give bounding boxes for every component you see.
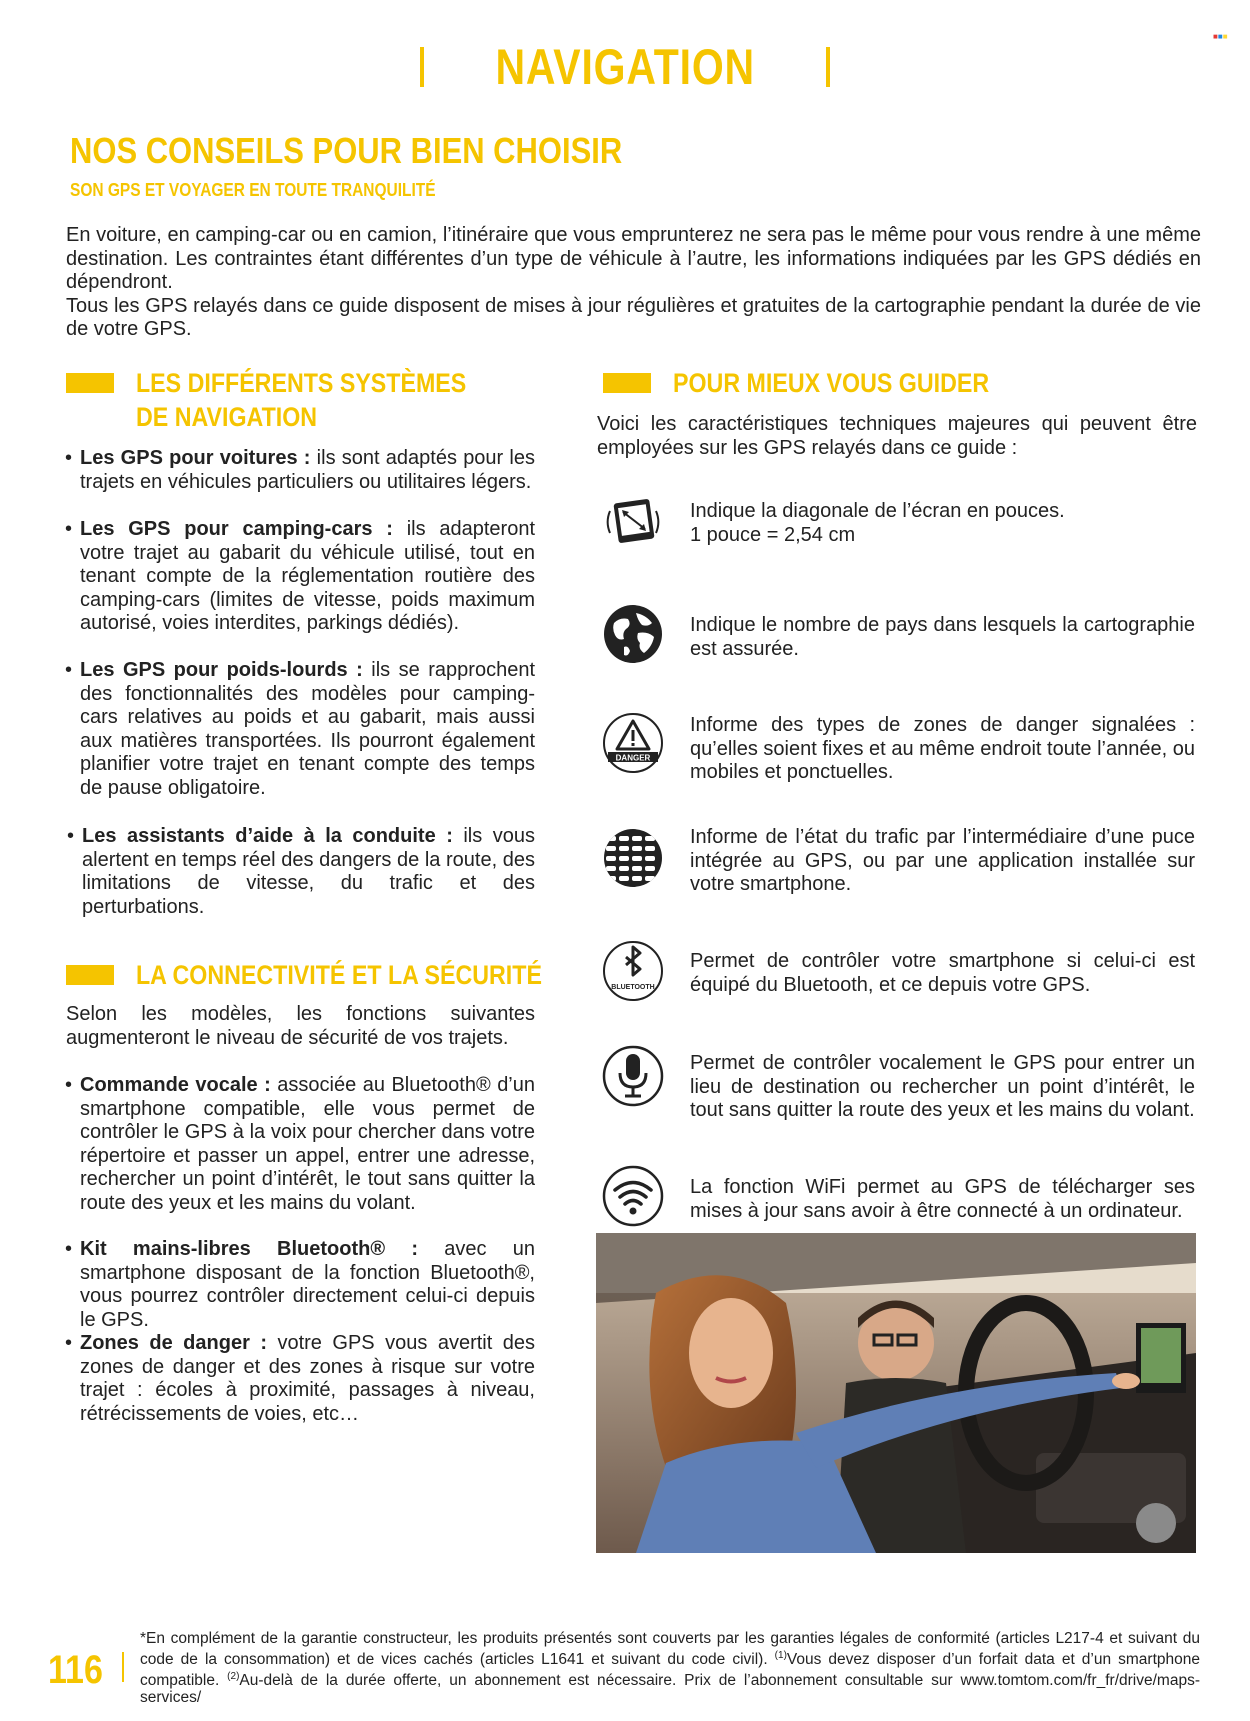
list-item-text: ils se rapprochent des fonctionnalités des modèles pour camping-cars relatives au poids et au gabarit, mais aussi aux matières transportées. Ils pourront également planifier votre trajet en tenant compte des temps de pause obligatoire. [80,659,535,799]
list-item: • Kit mains-libres Bluetooth® : avec un smartphone disposant de la fonction Bluetooth®, vous pourrez contrôler directement celui-ci depuis le GPS. [65,1238,536,1331]
danger-icon [602,712,664,774]
footnote-marker: (1) [774,1650,787,1661]
list-item-text: votre GPS vous avertit des zones de danger et des zones à risque sur votre trajet : écoles à proximité, passages à niveau, rétrécissements de voies, etc… [80,1332,536,1425]
footnote-marker: (2) [227,1671,240,1683]
list-item-label: Kit mains-libres Bluetooth® : [80,1238,418,1260]
intro-text [66,224,1201,342]
list-item: • Les GPS pour poids-lourds : ils se rapprochent des fonctionnalités des modèles pour camping-cars relatives au poids et au gabarit, mais aussi aux matières transportées. Ils pourront également planifier votre trajet en tenant compte des temps de pause obligatoire. [65,659,535,799]
header-right-bar [826,47,830,87]
intro-paragraph-2: Tous les GPS relayés dans ce guide disposent de mises à jour régulières et gratuites de la cartographie pendant la durée de vie de votre GPS. [66,294,1201,340]
screen-diagonal-icon [602,491,664,553]
section-marker [66,373,114,393]
list-item-label: Les GPS pour voitures : [80,447,311,469]
list-item-text: ils sont adaptés pour les trajets en véhicules particuliers ou utilitaires légers. [80,447,535,493]
section-heading: NOS CONSEILS POUR BIEN CHOISIR [70,130,623,171]
section-marker [603,373,651,393]
page-header [0,38,1250,96]
list-item-label: Les assistants d’aide à la conduite : [82,825,453,847]
wifi-icon [602,1165,664,1227]
section-subheading: SON GPS ET VOYAGER EN TOUTE TRANQUILITÉ [70,180,436,200]
connectivity-title: LA CONNECTIVITÉ ET LA SÉCURITÉ [136,960,542,990]
header-left-bar [420,47,424,87]
feature-text: Informe de l’état du trafic par l’intermédiaire d’une puce intégrée au GPS, ou par une application installée sur votre smartphone. [690,826,1195,895]
microphone-icon [602,1045,664,1107]
footer-note-part: *En complément de la garantie constructeur, les produits présentés sont couverts par les garanties légales de conformité (articles L217-4 et suivant du code de la consommation) et de vices cachés (articles L1641 et suivant du code civil). [140,1630,1200,1669]
danger-icon-label: DANGER [615,753,651,763]
list-item: • Les GPS pour voitures : ils sont adaptés pour les trajets en véhicules particuliers ou utilitaires légers. [65,447,535,493]
car-gps-photo [596,1233,1196,1553]
bluetooth-icon [602,940,664,1002]
guide-intro: Voici les caractéristiques techniques majeures qui peuvent être employées sur les GPS relayés dans ce guide : [597,413,1197,459]
list-item-text: ils adapteront votre trajet au gabarit du véhicule utilisé, tout en tenant compte de la réglementation routière des camping-cars (limites de vitesse, poids maximum autorisé, voies interdites, parkings dédiés). [80,518,535,634]
systems-title-line2: DE NAVIGATION [136,402,318,432]
footer-note-part: Au-delà de la durée offerte, un abonnement est nécessaire. Prix de l’abonnement consultable sur www.tomtom.com/fr_fr/drive/maps-services/ [140,1672,1200,1707]
traffic-icon [602,827,664,889]
page-title: NAVIGATION [495,39,755,95]
systems-title-line1: LES DIFFÉRENTS SYSTÈMES [136,368,467,398]
connectivity-intro: Selon les modèles, les fonctions suivantes augmenteront le niveau de sécurité de vos trajets. [66,1003,535,1049]
globe-icon [602,603,664,665]
list-item-label: Zones de danger : [80,1332,267,1354]
list-item-text: avec un smartphone disposant de la fonction Bluetooth®, vous pourrez contrôler directement celui-ci depuis le GPS. [80,1238,536,1331]
bluetooth-icon-label: BLUETOOTH [611,984,655,991]
footer-note-part: Vous devez disposer d’un forfait data et d’un smartphone compatible. [140,1651,1200,1690]
list-item: • Zones de danger : votre GPS vous avertit des zones de danger et des zones à risque sur votre trajet : écoles à proximité, passages à niveau, rétrécissements de voies, etc… [65,1332,536,1425]
feature-text: Permet de contrôler votre smartphone si celui-ci est équipé du Bluetooth, et ce depuis votre GPS. [690,950,1195,996]
list-item: • Les GPS pour camping-cars : ils adapteront votre trajet au gabarit du véhicule utilisé, tout en tenant compte de la réglementation routière des camping-cars (limites de vitesse, poids maximum autorisé, voies interdites, parkings dédiés). [65,518,535,634]
corner-color-marks: ■■■ [1213,32,1228,41]
page-number: 116 [48,1648,103,1692]
list-item: • Les assistants d’aide à la conduite : ils vous alertent en temps réel des dangers de la route, des limitations de vitesse, du trafic et des perturbations. [67,825,535,918]
list-item-label: Commande vocale : [80,1074,271,1096]
list-item-label: Les GPS pour camping-cars : [80,518,393,540]
feature-text: La fonction WiFi permet au GPS de télécharger ses mises à jour sans avoir à être connecté à un ordinateur. [690,1176,1195,1222]
footer-note [140,1630,1200,1706]
feature-text: Informe des types de zones de danger signalées : qu’elles soient fixes et au même endroit toute l’année, ou mobiles et ponctuelles. [690,714,1195,783]
guide-title: POUR MIEUX VOUS GUIDER [673,368,990,398]
list-item-label: Les GPS pour poids-lourds : [80,659,363,681]
list-item: • Commande vocale : associée au Bluetooth® d’un smartphone compatible, elle vous permet de contrôler le GPS à la voix pour chercher dans votre répertoire et passer un appel, entrer une adresse, rechercher un point d’intérêt, le tout sans quitter la route des yeux et les mains du volant. [65,1074,535,1214]
list-item-text: associée au Bluetooth® d’un smartphone compatible, elle vous permet de contrôler le GPS à la voix pour chercher dans votre répertoire et passer un appel, entrer une adresse, rechercher un point d’intérêt, le tout sans quitter la route des yeux et les mains du volant. [80,1074,535,1214]
feature-text: Indique le nombre de pays dans lesquels la cartographie est assurée. [690,614,1195,660]
intro-paragraph-1: En voiture, en camping-car ou en camion, l’itinéraire que vous emprunterez ne sera pas le même pour vous rendre à une même destination. Les contraintes étant différentes d’un type de véhicule à l’autre, les informations indiquées par les GPS dédiés en dépendront. [66,224,1201,293]
page-number-divider [122,1652,124,1682]
feature-text: Indique la diagonale de l’écran en pouces. 1 pouce = 2,54 cm [690,500,1065,546]
section-marker [66,965,114,985]
feature-text: Permet de contrôler vocalement le GPS pour entrer un lieu de destination ou rechercher un point d’intérêt, le tout sans quitter la route des yeux et les mains du volant. [690,1052,1195,1121]
list-item-text: ils vous alertent en temps réel des dangers de la route, des limitations de vitesse, du trafic et des perturbations. [82,825,535,918]
